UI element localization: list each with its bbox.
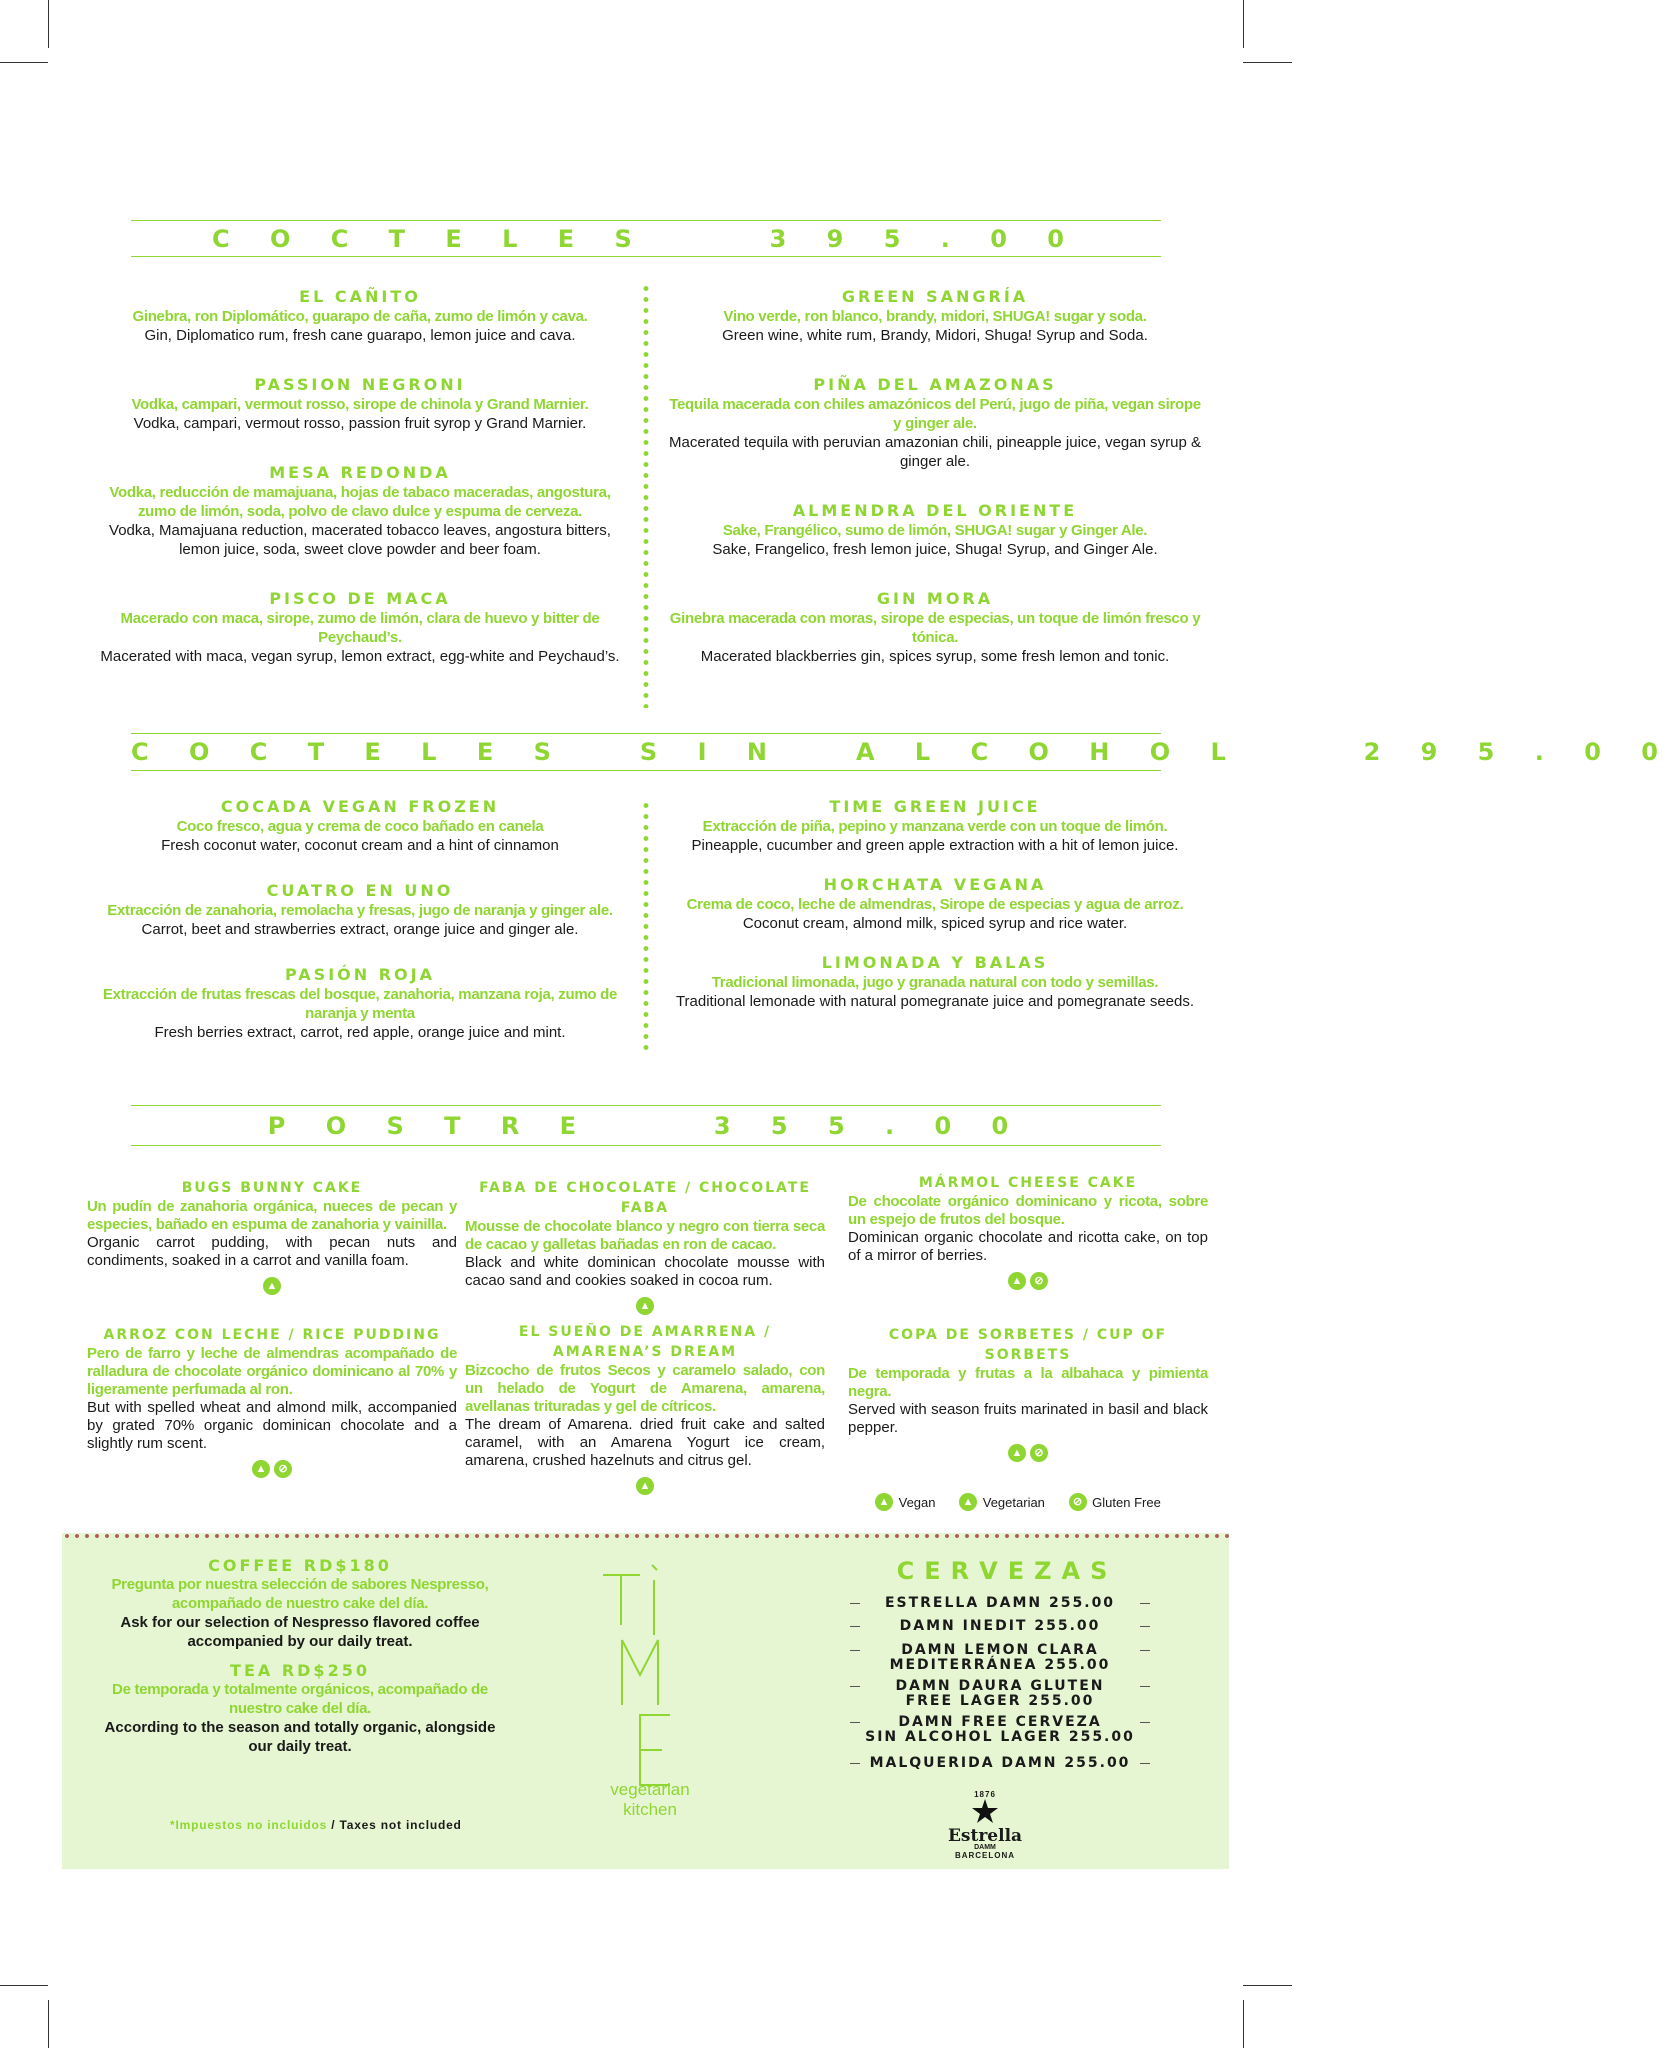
tax-note-en: / Taxes not included [327, 1818, 462, 1832]
dessert-item-en: Served with season fruits marinated in basil and black pepper. [848, 1401, 1208, 1436]
menu-item [665, 953, 1205, 1011]
section-rule [131, 1105, 1161, 1106]
estrella-year: 1876 [974, 1790, 996, 1799]
vegetarian-icon: ▲ [636, 1297, 654, 1315]
beer-item [850, 1679, 1150, 1709]
menu-item-es: Tequila macerada con chiles amazónicos del Perú, jugo de piña, vegan sirope y ginger ale. [669, 396, 1201, 432]
beer-item [850, 1715, 1150, 1745]
section-rule [131, 733, 1161, 734]
menu-item-name: HORCHATA VEGANA [823, 875, 1047, 894]
coffee-title: COFFEE RD$180 [208, 1556, 392, 1575]
dessert-item-en: Dominican organic chocolate and ricotta cake, on top of a mirror of berries. [848, 1229, 1208, 1264]
dessert-item-name: FABA DE CHOCOLATE / CHOCOLATE FABA [479, 1180, 811, 1216]
menu-item-en: Green wine, white rum, Brandy, Midori, Shuga! Syrup and Soda. [722, 327, 1148, 344]
menu-item-es: Extracción de frutas frescas del bosque, zanahoria, manzana roja, zumo de naranja y menta [102, 986, 618, 1022]
menu-item [665, 287, 1205, 345]
logo-subtitle [595, 1780, 705, 1820]
dessert-item-es: Mousse de chocolate blanco y negro con tierra seca de cacao y galletas bañadas en ron de cacao. [465, 1218, 825, 1253]
menu-item-name: ALMENDRA DEL ORIENTE [792, 501, 1078, 520]
menu-item-en: Vodka, Mamajuana reduction, macerated tobacco leaves, angostura bitters, lemon juice, soda, sweet clove powder and beer foam. [109, 522, 611, 558]
gluten-free-icon: ⊘ [1030, 1272, 1048, 1290]
menu-item-en: Macerated with maca, vegan syrup, lemon extract, egg-white and Peychaud’s. [100, 648, 620, 665]
section-title-cocteles: C O C T E L E S 3 9 5 . 0 0 [211, 225, 1081, 253]
dotted-divider [62, 1533, 1229, 1539]
menu-item-en: Traditional lemonade with natural pomegranate juice and pomegranate seeds. [675, 993, 1195, 1010]
menu-item-es: Crema de coco, leche de almendras, Sirope de especias y agua de arroz. [686, 896, 1184, 913]
gluten-free-icon: ⊘ [1069, 1493, 1087, 1511]
star-icon [972, 1799, 998, 1823]
dessert-item [465, 1322, 825, 1495]
menu-item-name: EL CAÑITO [299, 287, 421, 306]
vegan-icon: ▲ [875, 1493, 893, 1511]
tax-note [170, 1818, 462, 1832]
dessert-item-name: MÁRMOL CHEESE CAKE [918, 1175, 1138, 1191]
menu-item-en: Coconut cream, almond milk, spiced syrup and rice water. [742, 915, 1128, 932]
vegan-icon: ▲ [263, 1277, 281, 1295]
menu-item [665, 875, 1205, 933]
menu-item [90, 463, 630, 559]
beer-item-line: ESTRELLA DAMN 255.00 [884, 1595, 1116, 1611]
menu-item-name: PASIÓN ROJA [285, 965, 435, 984]
menu-item-es: Coco fresco, agua y crema de coco bañado en canela [176, 818, 544, 835]
legend-gluten-free-label: Gluten Free [1092, 1494, 1161, 1510]
beer-item [850, 1596, 1150, 1611]
dessert-item-name: COPA DE SORBETES / CUP OF SORBETS [888, 1327, 1168, 1363]
menu-item-name: PIÑA DEL AMAZONAS [813, 375, 1057, 394]
menu-item-es: Ginebra macerada con moras, sirope de especias, un toque de limón fresco y tónica. [669, 610, 1201, 646]
menu-item [665, 589, 1205, 666]
menu-item-en: Sake, Frangelico, fresh lemon juice, Shuga! Syrup, and Ginger Ale. [712, 541, 1158, 558]
dash [850, 1686, 860, 1687]
crop-mark [1243, 2000, 1244, 2048]
dash [850, 1722, 860, 1723]
dessert-item-es: De chocolate orgánico dominicano y ricota, sobre un espejo de frutos del bosque. [848, 1193, 1208, 1228]
section-rule [131, 256, 1161, 257]
crop-mark [0, 62, 48, 63]
menu-item [90, 375, 630, 433]
menu-item-en: Fresh berries extract, carrot, red apple, orange juice and mint. [154, 1024, 566, 1041]
gluten-free-icon: ⊘ [1030, 1444, 1048, 1462]
menu-item-es: Vino verde, ron blanco, brandy, midori, SHUGA! sugar y soda. [723, 308, 1147, 325]
dash [1140, 1626, 1150, 1627]
logo-sub1: vegetarian [610, 1780, 690, 1799]
vegetarian-icon: ▲ [959, 1493, 977, 1511]
menu-item-es: Extracción de piña, pepino y manzana verde con un toque de limón. [702, 818, 1168, 835]
menu-item [90, 589, 630, 666]
estrella-city: BARCELONA [954, 1851, 1016, 1860]
logo-sub2: kitchen [623, 1800, 677, 1819]
dash [850, 1763, 860, 1764]
dessert-item-es: Un pudín de zanahoria orgánica, nueces de pecan y especies, bañado en espuma de zanahoria y vainilla. [87, 1198, 457, 1233]
legend-vegan-label: Vegan [898, 1494, 936, 1510]
estrella-logo [945, 1790, 1025, 1860]
menu-item-en: Carrot, beet and strawberries extract, orange juice and ginger ale. [141, 921, 579, 938]
tea-es: De temporada y totalmente orgánicos, acompañado de nuestro cake del día. [112, 1681, 488, 1717]
legend-vegetarian-label: Vegetarian [982, 1494, 1045, 1510]
beer-item-line: DAMN LEMON CLARA [901, 1642, 1099, 1658]
dessert-item-en: The dream of Amarena. dried fruit cake and salted caramel, with an Amarena Yogurt ice cream, amarena, crushed hazelnuts and citrus gel. [465, 1416, 825, 1469]
menu-item [90, 287, 630, 345]
beer-item [850, 1643, 1150, 1673]
gluten-free-icon: ⊘ [274, 1460, 292, 1478]
cocteles-left-column [90, 287, 630, 666]
dessert-item-es: Pero de farro y leche de almendras acompañado de ralladura de chocolate orgánico dominicano al 70% y ligeramente perfumada al ron. [87, 1345, 457, 1398]
coffee-en: Ask for our selection of Nespresso flavored coffee accompanied by our daily treat. [120, 1614, 480, 1650]
beer-item-line: MALQUERIDA DAMN 255.00 [869, 1755, 1131, 1771]
dessert-item [848, 1325, 1208, 1462]
menu-item-es: Vodka, campari, vermout rosso, sirope de chinola y Grand Marnier. [131, 396, 589, 413]
crop-mark [1243, 0, 1244, 48]
menu-item-es: Tradicional limonada, jugo y granada natural con todo y semillas. [711, 974, 1159, 991]
beer-item-line: DAMN INEDIT 255.00 [899, 1618, 1101, 1634]
menu-item-name: CUATRO EN UNO [266, 881, 454, 900]
dash [1140, 1650, 1150, 1651]
column-divider [643, 800, 649, 1050]
beer-item-line: DAMN DAURA GLUTEN [895, 1678, 1105, 1694]
vegan-icon: ▲ [252, 1460, 270, 1478]
vegetarian-icon: ▲ [636, 1477, 654, 1495]
menu-item-name: PASSION NEGRONI [254, 375, 466, 394]
menu-item-name: GIN MORA [876, 589, 994, 608]
menu-item-name: TIME GREEN JUICE [829, 797, 1041, 816]
menu-item-es: Sake, Frangélico, sumo de limón, SHUGA! sugar y Ginger Ale. [722, 522, 1148, 539]
menu-item [85, 965, 635, 1042]
dessert-item [87, 1325, 457, 1478]
menu-item [665, 797, 1205, 855]
estrella-damm: DAMM [974, 1844, 996, 1851]
cocteles-right-column [665, 287, 1205, 666]
dessert-item-en: But with spelled wheat and almond milk, accompanied by grated 70% organic dominican chocolate and a slightly rum scent. [87, 1399, 457, 1452]
menu-item-es: Macerado con maca, sirope, zumo de limón, clara de huevo y bitter de Peychaud’s. [120, 610, 600, 646]
menu-item-en: Fresh coconut water, coconut cream and a hint of cinnamon [161, 837, 559, 854]
dash [1140, 1763, 1150, 1764]
crop-mark [48, 0, 49, 48]
crop-mark [1243, 1985, 1292, 1986]
menu-item [85, 881, 635, 939]
vegan-icon: ▲ [1008, 1444, 1026, 1462]
crop-mark [48, 2000, 49, 2048]
dessert-item-es: De temporada y frutas a la albahaca y pimienta negra. [848, 1365, 1208, 1400]
beer-item-line: FREE LAGER 255.00 [905, 1693, 1095, 1709]
dessert-item-name: BUGS BUNNY CAKE [181, 1180, 363, 1196]
section-title-postre: P O S T R E 3 5 5 . 0 0 [267, 1112, 1025, 1140]
vegetarian-icon: ▲ [1008, 1272, 1026, 1290]
menu-item [665, 501, 1205, 559]
coffee-block [95, 1556, 505, 1756]
menu-item-en: Pineapple, cucumber and green apple extraction with a hit of lemon juice. [691, 837, 1179, 854]
tea-title: TEA RD$250 [230, 1661, 370, 1680]
beer-item-line: MEDITERRÁNEA 255.00 [889, 1657, 1111, 1673]
coffee-es: Pregunta por nuestra selección de sabores Nespresso, acompañado de nuestro cake del día. [111, 1576, 489, 1612]
dessert-item [87, 1178, 457, 1295]
beer-item-line: DAMN FREE CERVEZA [898, 1714, 1102, 1730]
dessert-item-name: ARROZ CON LECHE / RICE PUDDING [103, 1327, 441, 1343]
beer-item-line: SIN ALCOHOL LAGER 255.00 [865, 1729, 1135, 1745]
dash [850, 1650, 860, 1651]
tax-note-es: *Impuestos no incluidos [170, 1818, 328, 1832]
beer-item [850, 1619, 1150, 1634]
dessert-item-name: EL SUEÑO DE AMARRENA / AMARENA’S DREAM [518, 1324, 772, 1360]
tea-en: According to the season and totally organic, alongside our daily treat. [104, 1719, 496, 1755]
menu-item [665, 375, 1205, 471]
menu-item-name: MESA REDONDA [269, 463, 451, 482]
menu-item-es: Vodka, reducción de mamajuana, hojas de tabaco maceradas, angostura, zumo de limón, soda, polvo de clavo dulce y espuma de cerveza. [109, 484, 611, 520]
section-title-sin-alcohol: C O C T E L E S S I N A L C O H O L 2 9 5 . 0 0 [131, 738, 1674, 766]
menu-item-en: Vodka, campari, vermout rosso, passion fruit syrop y Grand Marnier. [133, 415, 587, 432]
estrella-brand: Estrella [947, 1826, 1023, 1846]
dessert-item [848, 1173, 1208, 1290]
menu-item-es: Extracción de zanahoria, remolacha y fresas, jugo de naranja y ginger ale. [107, 902, 613, 919]
dash [1140, 1603, 1150, 1604]
time-logo [600, 1565, 700, 1795]
cervezas-title: CERVEZAS [896, 1557, 1118, 1585]
sin-alcohol-right-column [665, 797, 1205, 1011]
dessert-item-en: Organic carrot pudding, with pecan nuts and condiments, soaked in a carrot and vanilla foam. [87, 1234, 457, 1269]
menu-item [85, 797, 635, 855]
menu-item-name: GREEN SANGRÍA [841, 287, 1029, 306]
dessert-item [465, 1178, 825, 1315]
menu-item-en: Gin, Diplomatico rum, fresh cane guarapo, lemon juice and cava. [144, 327, 576, 344]
menu-item-name: COCADA VEGAN FROZEN [220, 797, 500, 816]
beer-item [850, 1756, 1150, 1771]
menu-item-name: LIMONADA Y BALAS [821, 953, 1049, 972]
menu-item-en: Macerated tequila with peruvian amazonian chili, pineapple juice, vegan syrup & ginger ale. [669, 434, 1201, 470]
section-rule [131, 220, 1161, 221]
dessert-item-en: Black and white dominican chocolate mousse with cacao sand and cookies soaked in cocoa rum. [465, 1254, 825, 1289]
sin-alcohol-left-column [85, 797, 635, 1042]
column-divider [643, 283, 649, 708]
section-rule [131, 770, 1161, 771]
dessert-item-es: Bizcocho de frutos Secos y caramelo salado, con un helado de Yogurt de Amarena, amarena, avellanas trituradas y gel de cítricos. [465, 1362, 825, 1415]
crop-mark [0, 1985, 48, 1986]
dash [850, 1603, 860, 1604]
menu-item-en: Macerated blackberries gin, spices syrup, some fresh lemon and tonic. [700, 648, 1170, 665]
section-rule [131, 1145, 1161, 1146]
menu-item-name: PISCO DE MACA [269, 589, 451, 608]
dash [1140, 1686, 1150, 1687]
dash [1140, 1722, 1150, 1723]
crop-mark [1243, 62, 1292, 63]
menu-item-es: Ginebra, ron Diplomático, guarapo de caña, zumo de limón y cava. [132, 308, 588, 325]
diet-legend [873, 1493, 1179, 1511]
dash [850, 1626, 860, 1627]
